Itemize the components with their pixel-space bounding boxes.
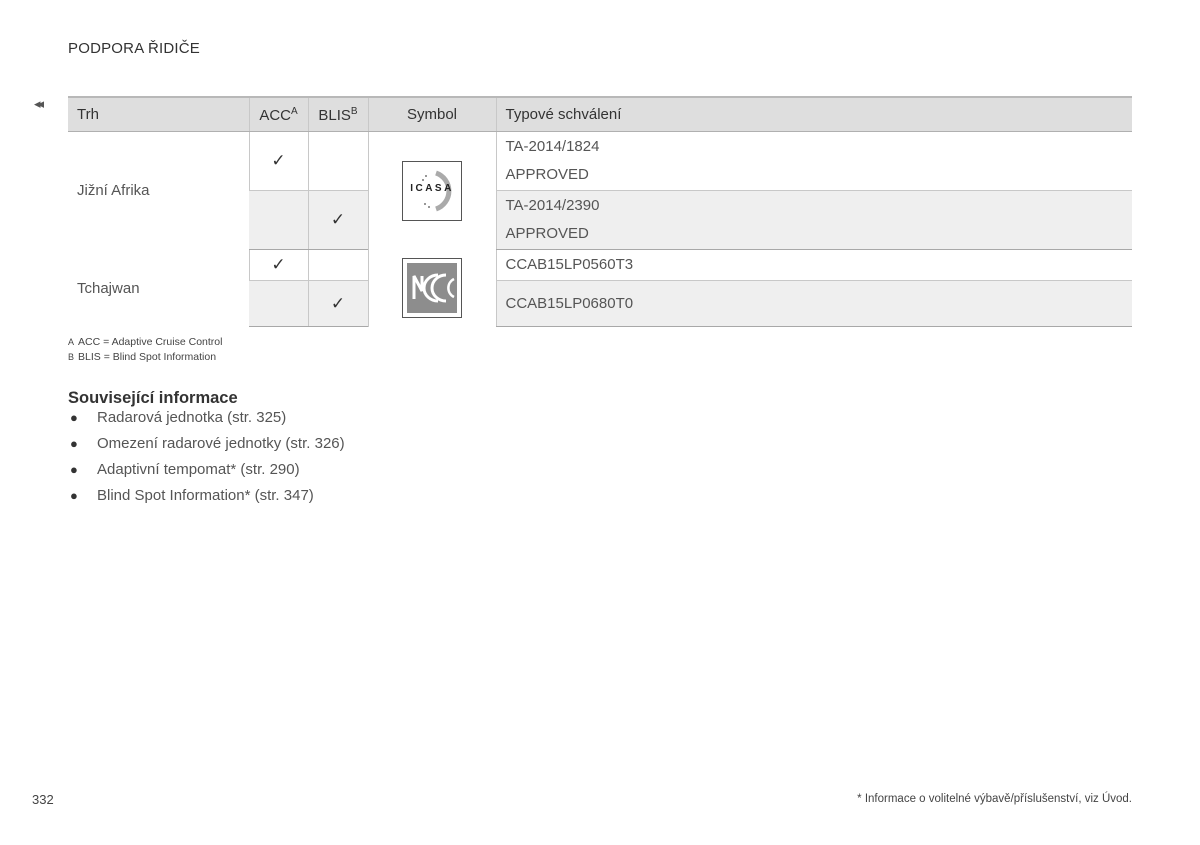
footer-note: * Informace o volitelné výbavě/příslušenství, viz Úvod.	[857, 793, 1132, 805]
approval-cell	[496, 281, 1132, 327]
footnote-ref-a: A	[291, 105, 298, 117]
table-header-row	[68, 97, 1132, 132]
symbol-cell	[368, 132, 496, 250]
approval-status: APPROVED	[505, 166, 589, 183]
symbol-cell	[368, 250, 496, 327]
acc-empty-cell	[249, 191, 308, 250]
footnote-b: B BLIS = Blind Spot Information	[68, 350, 217, 363]
type-approval-table	[68, 96, 1132, 327]
acc-check-icon: ✓	[249, 132, 308, 191]
approval-number: TA-2014/2390	[505, 197, 600, 214]
market-cell: Jižní Afrika	[77, 182, 150, 200]
related-link-blind-spot[interactable]: ● Blind Spot Information* (str. 347)	[70, 487, 314, 504]
column-header-symbol: Symbol	[368, 97, 496, 132]
approval-number: CCAB15LP0680T0	[505, 294, 634, 312]
footnote-a: A ACC = Adaptive Cruise Control	[68, 336, 223, 348]
acc-empty-cell	[249, 281, 308, 327]
bullet-icon: ●	[70, 436, 78, 451]
column-header-blis: $BLIS^B$	[308, 97, 368, 132]
approval-number: CCAB15LP0560T3	[505, 256, 634, 273]
related-info-list	[68, 408, 345, 512]
approval-cell	[496, 191, 1132, 250]
related-info-heading: Související informace	[68, 389, 238, 407]
blis-check-icon: ✓	[308, 281, 368, 327]
page-number: 332	[32, 792, 54, 807]
column-header-market: Trh	[68, 97, 249, 132]
blis-empty-cell	[308, 250, 368, 281]
column-header-acc: $ACC^A$	[249, 97, 308, 132]
back-arrows-icon[interactable]: ◂◂	[34, 96, 42, 111]
approval-status: APPROVED	[505, 225, 589, 242]
section-title: PODPORA ŘIDIČE	[68, 40, 200, 57]
approval-cell	[496, 250, 1132, 281]
icasa-logo-text: ICASA	[410, 182, 454, 194]
approval-cell	[496, 132, 1132, 191]
bullet-icon: ●	[70, 488, 78, 503]
related-link-radar-limits[interactable]: ● Omezení radarové jednotky (str. 326)	[70, 435, 345, 452]
table-row	[68, 132, 1132, 191]
footnote-ref-b: B	[350, 105, 358, 117]
blis-empty-cell	[308, 132, 368, 191]
related-link-adaptive-cruise[interactable]: ● Adaptivní tempomat* (str. 290)	[70, 461, 300, 478]
bullet-icon: ●	[70, 410, 78, 425]
market-cell: Tchajwan	[77, 279, 140, 297]
related-link-radar-unit[interactable]: ● Radarová jednotka (str. 325)	[70, 409, 287, 426]
acc-check-icon: ✓	[249, 250, 308, 281]
icasa-logo-icon	[402, 161, 462, 221]
bullet-icon: ●	[70, 462, 78, 477]
blis-check-icon: ✓	[308, 191, 368, 250]
column-header-approval: Typové schválení	[496, 97, 1132, 132]
approval-number: TA-2014/1824	[505, 138, 600, 155]
table-row	[68, 250, 1132, 281]
ncc-logo-icon	[402, 258, 462, 318]
footnotes	[68, 335, 222, 364]
